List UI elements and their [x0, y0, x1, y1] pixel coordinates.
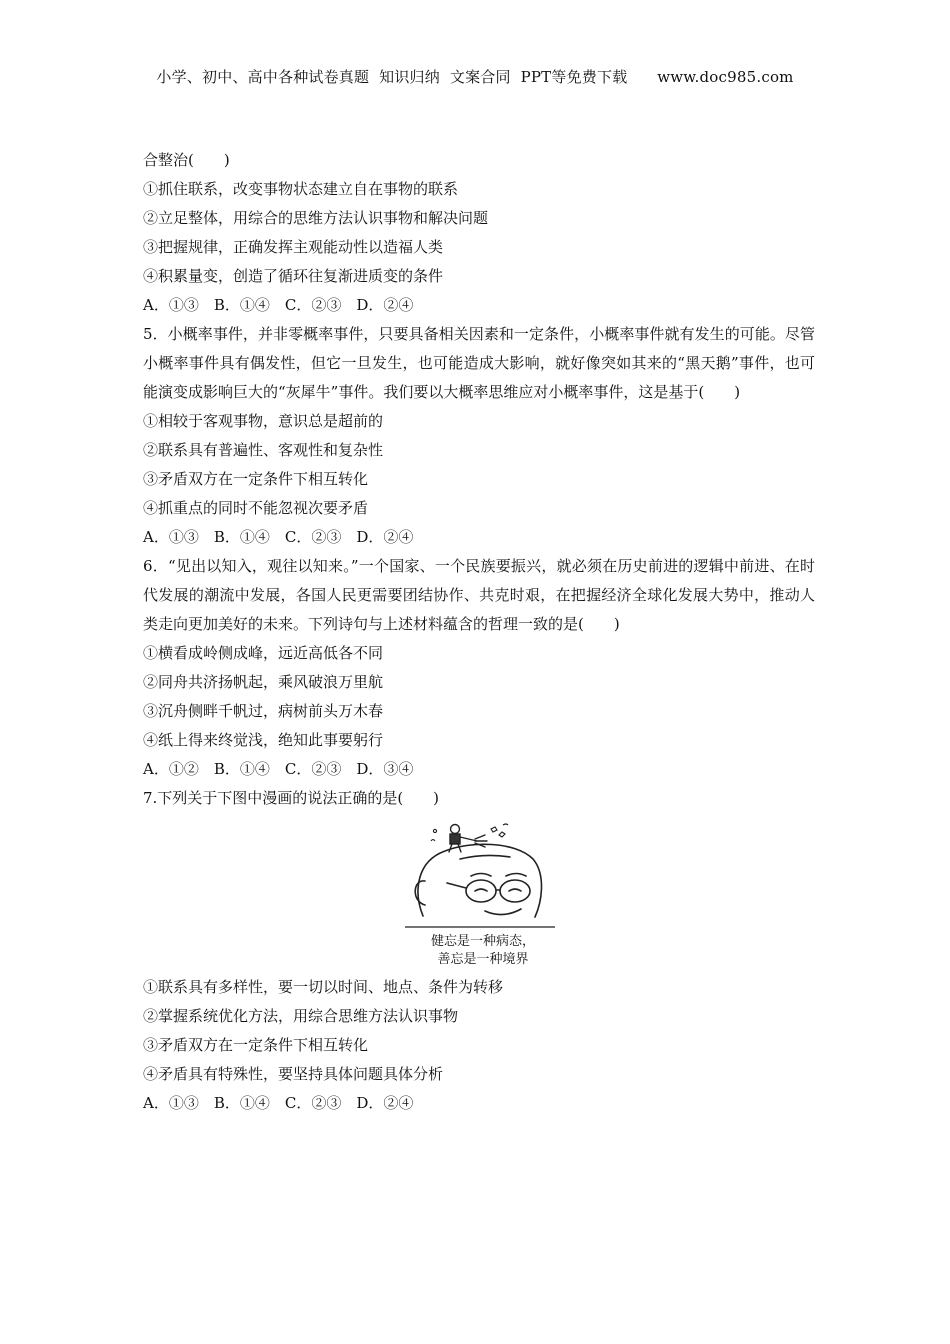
q7-item-4: ④矛盾具有特殊性，要坚持具体问题具体分析 [143, 1065, 444, 1083]
q5-stem: 5．小概率事件，并非零概率事件，只要具备相关因素和一定条件，小概率事件就有发生的可能。尽管小概率事件具有偶发性，但它一旦发生，也可能造成大影响，就好像突如其来的“黑天鹅”事件，也可能演变成影响巨大的“灰犀牛”事件。我们要以大概率思维应对小概率事件，这是基于( ) [143, 325, 815, 401]
q5-item-3: ③矛盾双方在一定条件下相互转化 [143, 470, 369, 488]
q6-item-4: ④纸上得来终觉浅，绝知此事要躬行 [143, 731, 384, 749]
exam-content [143, 146, 815, 1118]
q6-options: A．①② B．①④ C．②③ D．③④ [143, 760, 414, 778]
q4-stem-tail: 合整治( ) [143, 151, 230, 169]
q4-options: A．①③ B．①④ C．②③ D．②④ [143, 296, 414, 314]
q5-item-1: ①相较于客观事物，意识总是超前的 [143, 412, 384, 430]
q5-item-4: ④抓重点的同时不能忽视次要矛盾 [143, 499, 369, 517]
q6-item-1: ①横看成岭侧成峰，远近高低各不同 [143, 644, 384, 662]
q7-item-3: ③矛盾双方在一定条件下相互转化 [143, 1036, 369, 1054]
q6-item-2: ②同舟共济扬帆起，乘风破浪万里航 [143, 673, 384, 691]
cartoon-caption [423, 933, 543, 969]
q5-options: A．①③ B．①④ C．②③ D．②④ [143, 528, 414, 546]
q4-item-2: ②立足整体，用综合的思维方法认识事物和解决问题 [143, 209, 489, 227]
q6-stem: 6．“见出以知入，观往以知来。”一个国家、一个民族要振兴，就必须在历史前进的逻辑中前进、在时代发展的潮流中发展，各国人民更需要团结协作、共克时艰，在把握经济全球化发展大势中，推动人类走向更加美好的未来。下列诗句与上述材料蕴含的哲理一致的是( ) [143, 557, 815, 633]
q7-item-2: ②掌握系统优化方法，用综合思维方法认识事物 [143, 1007, 459, 1025]
q7-options: A．①③ B．①④ C．②③ D．②④ [143, 1094, 414, 1112]
q7-item-1: ①联系具有多样性，要一切以时间、地点、条件为转移 [143, 978, 504, 996]
page-header: 小学、初中、高中各种试卷真题 知识归纳 文案合同 PPT等免费下载 www.doc985.com [156, 68, 794, 86]
q6-item-3: ③沉舟侧畔千帆过，病树前头万木春 [143, 702, 384, 720]
cartoon-illustration [405, 821, 555, 933]
cartoon-figure [143, 821, 815, 969]
q5-item-2: ②联系具有普遍性、客观性和复杂性 [143, 441, 384, 459]
q7-stem: 7.下列关于下图中漫画的说法正确的是( ) [143, 789, 440, 807]
cartoon-caption-line-2: 善忘是一种境界 [437, 952, 529, 967]
q4-item-3: ③把握规律，正确发挥主观能动性以造福人类 [143, 238, 444, 256]
cartoon-caption-line-1: 健忘是一种病态， [430, 934, 535, 949]
q4-item-1: ①抓住联系，改变事物状态建立自在事物的联系 [143, 180, 459, 198]
q4-item-4: ④积累量变，创造了循环往复渐进质变的条件 [143, 267, 444, 285]
